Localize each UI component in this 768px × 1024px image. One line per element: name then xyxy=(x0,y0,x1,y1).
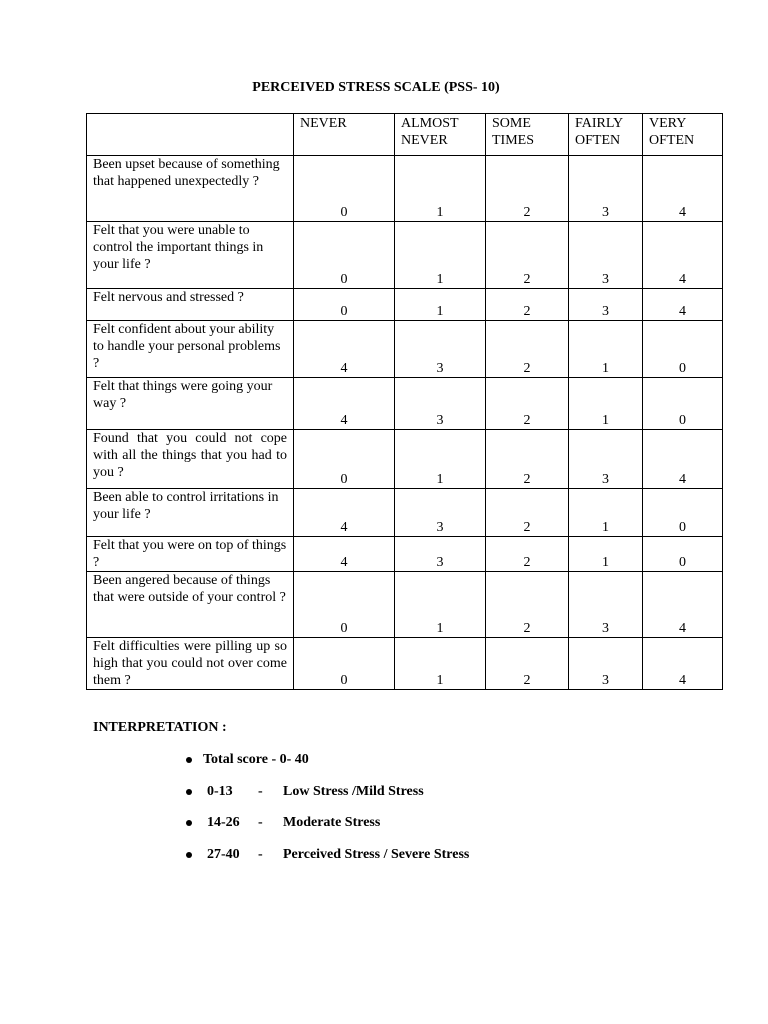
score-cell-very-often xyxy=(643,378,723,430)
score-cell-almost-never xyxy=(395,489,486,537)
score-value: 0 xyxy=(340,673,348,688)
question-cell: Felt confident about your ability to handle your personal problems ? xyxy=(87,321,294,378)
score-value: 4 xyxy=(340,413,348,428)
header-almost-never: ALMOST NEVER xyxy=(395,114,486,156)
score-cell-never xyxy=(294,430,395,489)
score-cell-fairly-often xyxy=(569,537,643,572)
bullet-icon xyxy=(186,852,192,858)
score-cell-never xyxy=(294,572,395,638)
range-label: Moderate Stress xyxy=(283,815,381,830)
table-row xyxy=(87,156,723,222)
score-value: 2 xyxy=(523,272,531,287)
score-value: 3 xyxy=(436,520,444,535)
range-value: 27-40 xyxy=(207,846,240,862)
score-cell-very-often xyxy=(643,156,723,222)
score-cell-fairly-often xyxy=(569,289,643,321)
table-row xyxy=(87,321,723,378)
score-cell-almost-never xyxy=(395,156,486,222)
score-cell-almost-never xyxy=(395,289,486,321)
score-value: 2 xyxy=(523,413,531,428)
score-value: 3 xyxy=(602,472,609,487)
score-value: 1 xyxy=(436,272,444,287)
score-value: 0 xyxy=(679,413,686,428)
score-value: 2 xyxy=(523,361,531,376)
score-value: 1 xyxy=(436,673,444,688)
table-row xyxy=(87,638,723,690)
score-cell-never xyxy=(294,156,395,222)
score-value: 1 xyxy=(436,205,444,220)
score-cell-almost-never xyxy=(395,222,486,289)
pss-table xyxy=(86,113,723,690)
score-cell-sometimes xyxy=(486,289,569,321)
score-cell-never xyxy=(294,489,395,537)
range-dash: - xyxy=(258,783,263,799)
score-value: 0 xyxy=(340,272,348,287)
score-cell-fairly-often xyxy=(569,489,643,537)
score-value: 3 xyxy=(602,205,609,220)
score-cell-sometimes xyxy=(486,489,569,537)
page-title: PERCEIVED STRESS SCALE (PSS- 10) xyxy=(252,80,500,95)
score-cell-very-often xyxy=(643,489,723,537)
score-cell-almost-never xyxy=(395,321,486,378)
table-row xyxy=(87,222,723,289)
question-cell: Felt nervous and stressed ? xyxy=(87,289,294,321)
score-cell-very-often xyxy=(643,289,723,321)
score-value: 4 xyxy=(679,673,686,688)
score-cell-fairly-often xyxy=(569,156,643,222)
score-value: 3 xyxy=(436,413,444,428)
score-cell-sometimes xyxy=(486,222,569,289)
score-value: 1 xyxy=(602,520,609,535)
score-cell-fairly-often xyxy=(569,378,643,430)
score-value: 4 xyxy=(679,272,686,287)
question-cell: Been able to control irritations in your life ? xyxy=(87,489,294,537)
range-label: Perceived Stress / Severe Stress xyxy=(283,846,470,862)
score-value: 4 xyxy=(340,361,348,376)
score-value: 0 xyxy=(340,205,348,220)
table-row xyxy=(87,430,723,489)
range-value: 14-26 xyxy=(207,815,240,830)
question-cell: Felt difficulties were pilling up so high that you could not over come them ? xyxy=(87,638,294,690)
table-row xyxy=(87,537,723,572)
question-cell: Been upset because of something that happened unexpectedly ? xyxy=(87,156,294,222)
score-cell-sometimes xyxy=(486,537,569,572)
score-cell-very-often xyxy=(643,537,723,572)
score-value: 1 xyxy=(602,555,609,570)
score-value: 0 xyxy=(340,621,348,636)
score-value: 3 xyxy=(602,673,609,688)
table-row xyxy=(87,572,723,638)
score-cell-sometimes xyxy=(486,378,569,430)
range-dash: - xyxy=(258,846,263,862)
score-value: 2 xyxy=(523,673,531,688)
header-blank-cell xyxy=(87,114,294,156)
score-value: 1 xyxy=(602,413,609,428)
score-value: 3 xyxy=(602,272,609,287)
score-cell-very-often xyxy=(643,638,723,690)
score-value: 0 xyxy=(679,555,686,570)
score-cell-never xyxy=(294,537,395,572)
header-never: NEVER xyxy=(294,114,395,156)
score-value: 4 xyxy=(340,520,348,535)
score-cell-sometimes xyxy=(486,430,569,489)
score-cell-never xyxy=(294,222,395,289)
table-header-row xyxy=(87,114,723,156)
score-cell-sometimes xyxy=(486,321,569,378)
score-cell-very-often xyxy=(643,572,723,638)
score-value: 1 xyxy=(602,361,609,376)
score-value: 4 xyxy=(679,304,686,319)
score-cell-almost-never xyxy=(395,430,486,489)
table-row xyxy=(87,489,723,537)
bullet-icon xyxy=(186,789,192,795)
bullet-icon xyxy=(186,757,192,763)
score-value: 3 xyxy=(602,621,609,636)
score-value: 2 xyxy=(523,621,531,636)
score-cell-almost-never xyxy=(395,537,486,572)
score-cell-almost-never xyxy=(395,378,486,430)
table-row xyxy=(87,378,723,430)
question-cell: Been angered because of things that were outside of your control ? xyxy=(87,572,294,638)
table-row xyxy=(87,289,723,321)
bullet-icon xyxy=(186,820,192,826)
header-sometimes: SOME TIMES xyxy=(486,114,569,156)
score-cell-very-often xyxy=(643,430,723,489)
question-cell: Felt that you were unable to control the important things in your life ? xyxy=(87,222,294,289)
interpretation-heading: INTERPRETATION : xyxy=(93,720,227,735)
score-cell-almost-never xyxy=(395,638,486,690)
score-value: 1 xyxy=(436,472,444,487)
range-value: 0-13 xyxy=(207,783,233,799)
score-cell-sometimes xyxy=(486,572,569,638)
score-value: 3 xyxy=(602,304,609,319)
score-value: 3 xyxy=(436,555,444,570)
total-score-text: Total score - 0- 40 xyxy=(203,752,309,767)
score-value: 1 xyxy=(436,304,444,319)
question-cell: Found that you could not cope with all the things that you had to you ? xyxy=(87,430,294,489)
question-cell: Felt that things were going your way ? xyxy=(87,378,294,430)
score-cell-fairly-often xyxy=(569,572,643,638)
score-value: 2 xyxy=(523,520,531,535)
score-cell-sometimes xyxy=(486,638,569,690)
score-cell-fairly-often xyxy=(569,321,643,378)
score-value: 2 xyxy=(523,555,531,570)
score-cell-never xyxy=(294,321,395,378)
score-value: 3 xyxy=(436,361,444,376)
score-cell-very-often xyxy=(643,222,723,289)
score-value: 0 xyxy=(679,361,686,376)
score-cell-fairly-often xyxy=(569,430,643,489)
score-value: 0 xyxy=(679,520,686,535)
score-value: 4 xyxy=(679,472,686,487)
range-label: Low Stress /Mild Stress xyxy=(283,783,424,799)
range-dash: - xyxy=(258,815,263,830)
header-very-often: VERY OFTEN xyxy=(643,114,723,156)
score-value: 2 xyxy=(523,304,531,319)
score-value: 4 xyxy=(340,555,348,570)
score-value: 4 xyxy=(679,621,686,636)
score-value: 0 xyxy=(340,304,348,319)
score-value: 2 xyxy=(523,205,531,220)
score-value: 0 xyxy=(340,472,348,487)
score-value: 4 xyxy=(679,205,686,220)
score-cell-very-often xyxy=(643,321,723,378)
score-cell-never xyxy=(294,378,395,430)
score-cell-never xyxy=(294,289,395,321)
score-value: 1 xyxy=(436,621,444,636)
score-cell-never xyxy=(294,638,395,690)
header-fairly-often: FAIRLY OFTEN xyxy=(569,114,643,156)
score-value: 2 xyxy=(523,472,531,487)
score-cell-sometimes xyxy=(486,156,569,222)
score-cell-fairly-often xyxy=(569,638,643,690)
question-cell: Felt that you were on top of things ? xyxy=(87,537,294,572)
score-cell-fairly-often xyxy=(569,222,643,289)
score-cell-almost-never xyxy=(395,572,486,638)
